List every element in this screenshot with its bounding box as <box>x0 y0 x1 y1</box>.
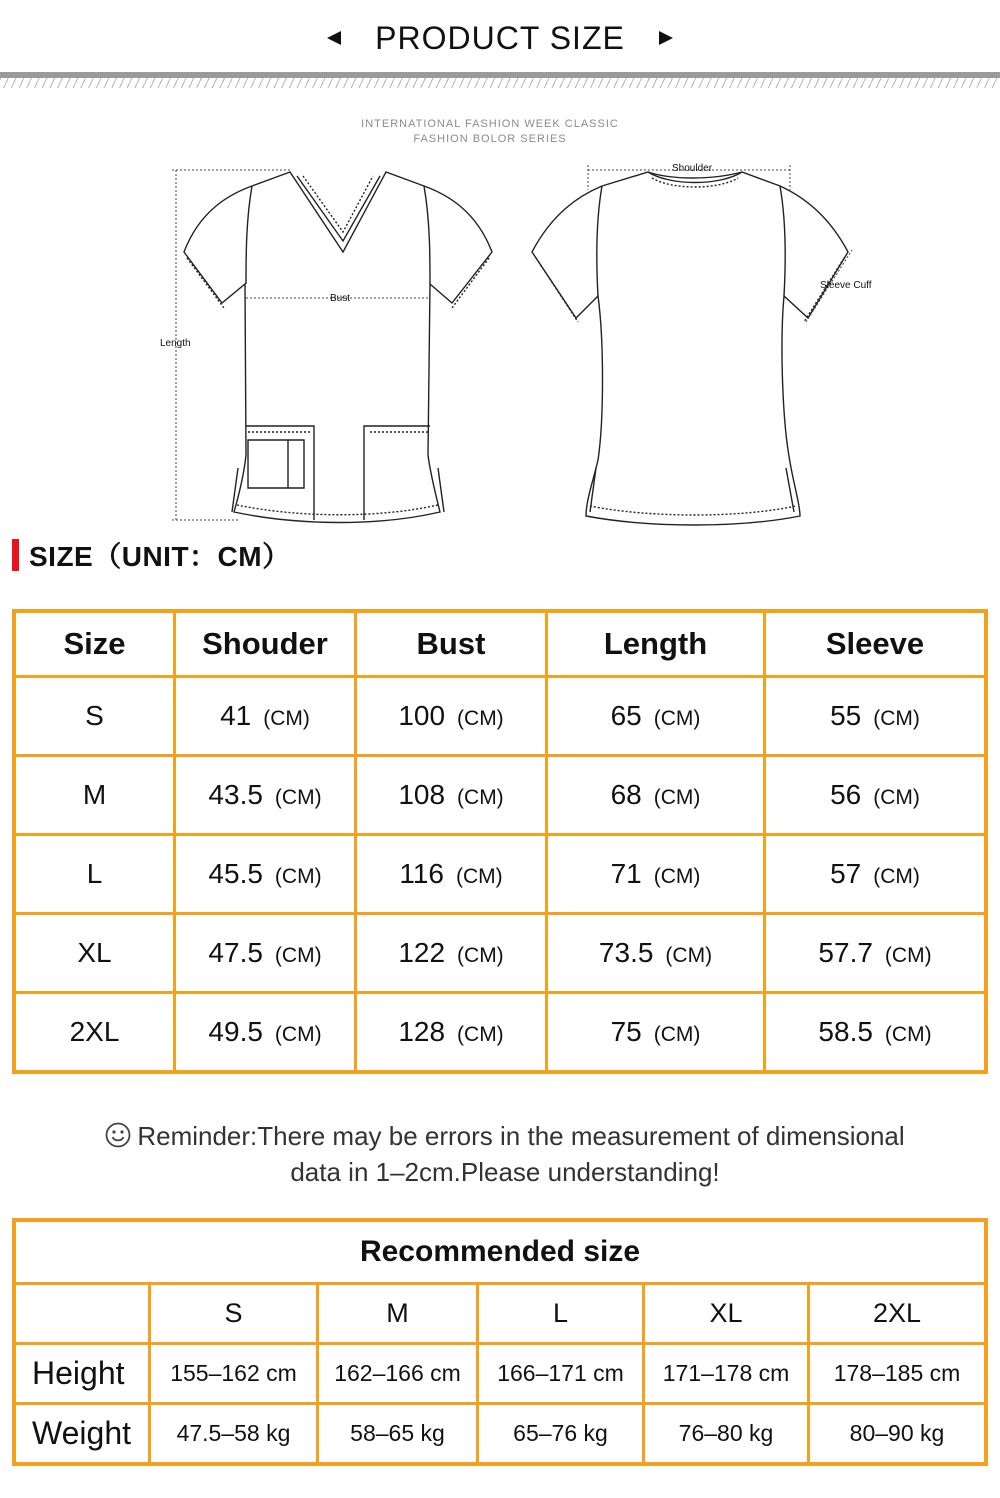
back-view <box>532 172 848 525</box>
length-cell: 75 (CM) <box>547 993 765 1073</box>
table-row <box>14 756 986 835</box>
size-table-header-row <box>14 611 986 677</box>
shoulder-cell: 43.5 (CM) <box>175 756 356 835</box>
size-heading-text: SIZE（UNIT：CM） <box>29 541 291 572</box>
col-header-length: Length <box>547 611 765 677</box>
reminder-note <box>55 1118 955 1190</box>
recommended-size-table <box>12 1218 988 1466</box>
header-title-text: PRODUCT SIZE <box>375 20 625 56</box>
rec-size-s: S <box>150 1284 318 1344</box>
table-row <box>14 993 986 1073</box>
height-cell: 178–185 cm <box>809 1344 987 1404</box>
smiley-icon <box>105 1122 131 1148</box>
reminder-line2: data in 1–2cm.Please understanding! <box>290 1157 720 1187</box>
bust-label: Bust <box>330 293 351 304</box>
bust-cell: 116 (CM) <box>356 835 547 914</box>
shoulder-label: Shoulder <box>672 163 713 174</box>
sleeve-cell: 55 (CM) <box>765 677 987 756</box>
height-label: Height <box>14 1344 150 1404</box>
rec-size-xl: XL <box>644 1284 809 1344</box>
col-header-size: Size <box>14 611 175 677</box>
size-cell: M <box>14 756 175 835</box>
recommended-title: Recommended size <box>14 1220 986 1284</box>
back-measure-lines <box>588 165 852 322</box>
arrow-left-icon <box>327 31 341 45</box>
reminder-line1: Reminder:There may be errors in the measurement of dimensional <box>137 1121 905 1151</box>
rec-size-2xl: 2XL <box>809 1284 987 1344</box>
length-cell: 73.5 (CM) <box>547 914 765 993</box>
heading-accent-bar <box>12 539 19 571</box>
size-cell: L <box>14 835 175 914</box>
col-header-bust: Bust <box>356 611 547 677</box>
bust-cell: 128 (CM) <box>356 993 547 1073</box>
garment-diagram <box>0 150 1000 530</box>
col-header-sleeve: Sleeve <box>765 611 987 677</box>
length-label: Length <box>160 338 191 349</box>
sleeve-cuff-label: Sleeve Cuff <box>820 280 872 291</box>
product-size-title <box>0 20 1000 57</box>
length-cell: 71 (CM) <box>547 835 765 914</box>
shoulder-cell: 45.5 (CM) <box>175 835 356 914</box>
weight-cell: 76–80 kg <box>644 1404 809 1465</box>
weight-cell: 47.5–58 kg <box>150 1404 318 1465</box>
height-cell: 166–171 cm <box>478 1344 644 1404</box>
weight-row <box>14 1404 986 1465</box>
rec-size-l: L <box>478 1284 644 1344</box>
table-row <box>14 677 986 756</box>
height-cell: 155–162 cm <box>150 1344 318 1404</box>
size-table <box>12 609 988 1074</box>
shoulder-cell: 49.5 (CM) <box>175 993 356 1073</box>
weight-cell: 58–65 kg <box>318 1404 478 1465</box>
length-cell: 68 (CM) <box>547 756 765 835</box>
sleeve-cell: 56 (CM) <box>765 756 987 835</box>
header-hatch-divider <box>0 78 1000 88</box>
sleeve-cell: 58.5 (CM) <box>765 993 987 1073</box>
garment-caption-line1: INTERNATIONAL FASHION WEEK CLASSIC <box>361 118 619 130</box>
rec-size-m: M <box>318 1284 478 1344</box>
reminder-line1-wrap <box>55 1118 955 1154</box>
garment-caption <box>300 117 680 147</box>
arrow-right-icon <box>659 31 673 45</box>
page-header <box>0 0 1000 90</box>
recommended-size-header-row <box>14 1284 986 1344</box>
weight-cell: 80–90 kg <box>809 1404 987 1465</box>
height-cell: 162–166 cm <box>318 1344 478 1404</box>
col-header-shoulder: Shouder <box>175 611 356 677</box>
table-row <box>14 914 986 993</box>
size-section-heading <box>12 538 291 572</box>
front-measure-lines <box>172 170 430 520</box>
front-view <box>184 172 492 523</box>
recommended-title-row <box>14 1220 986 1284</box>
bust-cell: 122 (CM) <box>356 914 547 993</box>
weight-cell: 65–76 kg <box>478 1404 644 1465</box>
bust-cell: 100 (CM) <box>356 677 547 756</box>
size-cell: 2XL <box>14 993 175 1073</box>
sleeve-cell: 57.7 (CM) <box>765 914 987 993</box>
sleeve-cell: 57 (CM) <box>765 835 987 914</box>
shoulder-cell: 41 (CM) <box>175 677 356 756</box>
size-cell: S <box>14 677 175 756</box>
height-row <box>14 1344 986 1404</box>
empty-corner-cell <box>14 1284 150 1344</box>
garment-caption-line2: FASHION BOLOR SERIES <box>413 133 567 145</box>
length-cell: 65 (CM) <box>547 677 765 756</box>
weight-label: Weight <box>14 1404 150 1465</box>
shoulder-cell: 47.5 (CM) <box>175 914 356 993</box>
size-cell: XL <box>14 914 175 993</box>
bust-cell: 108 (CM) <box>356 756 547 835</box>
table-row <box>14 835 986 914</box>
height-cell: 171–178 cm <box>644 1344 809 1404</box>
